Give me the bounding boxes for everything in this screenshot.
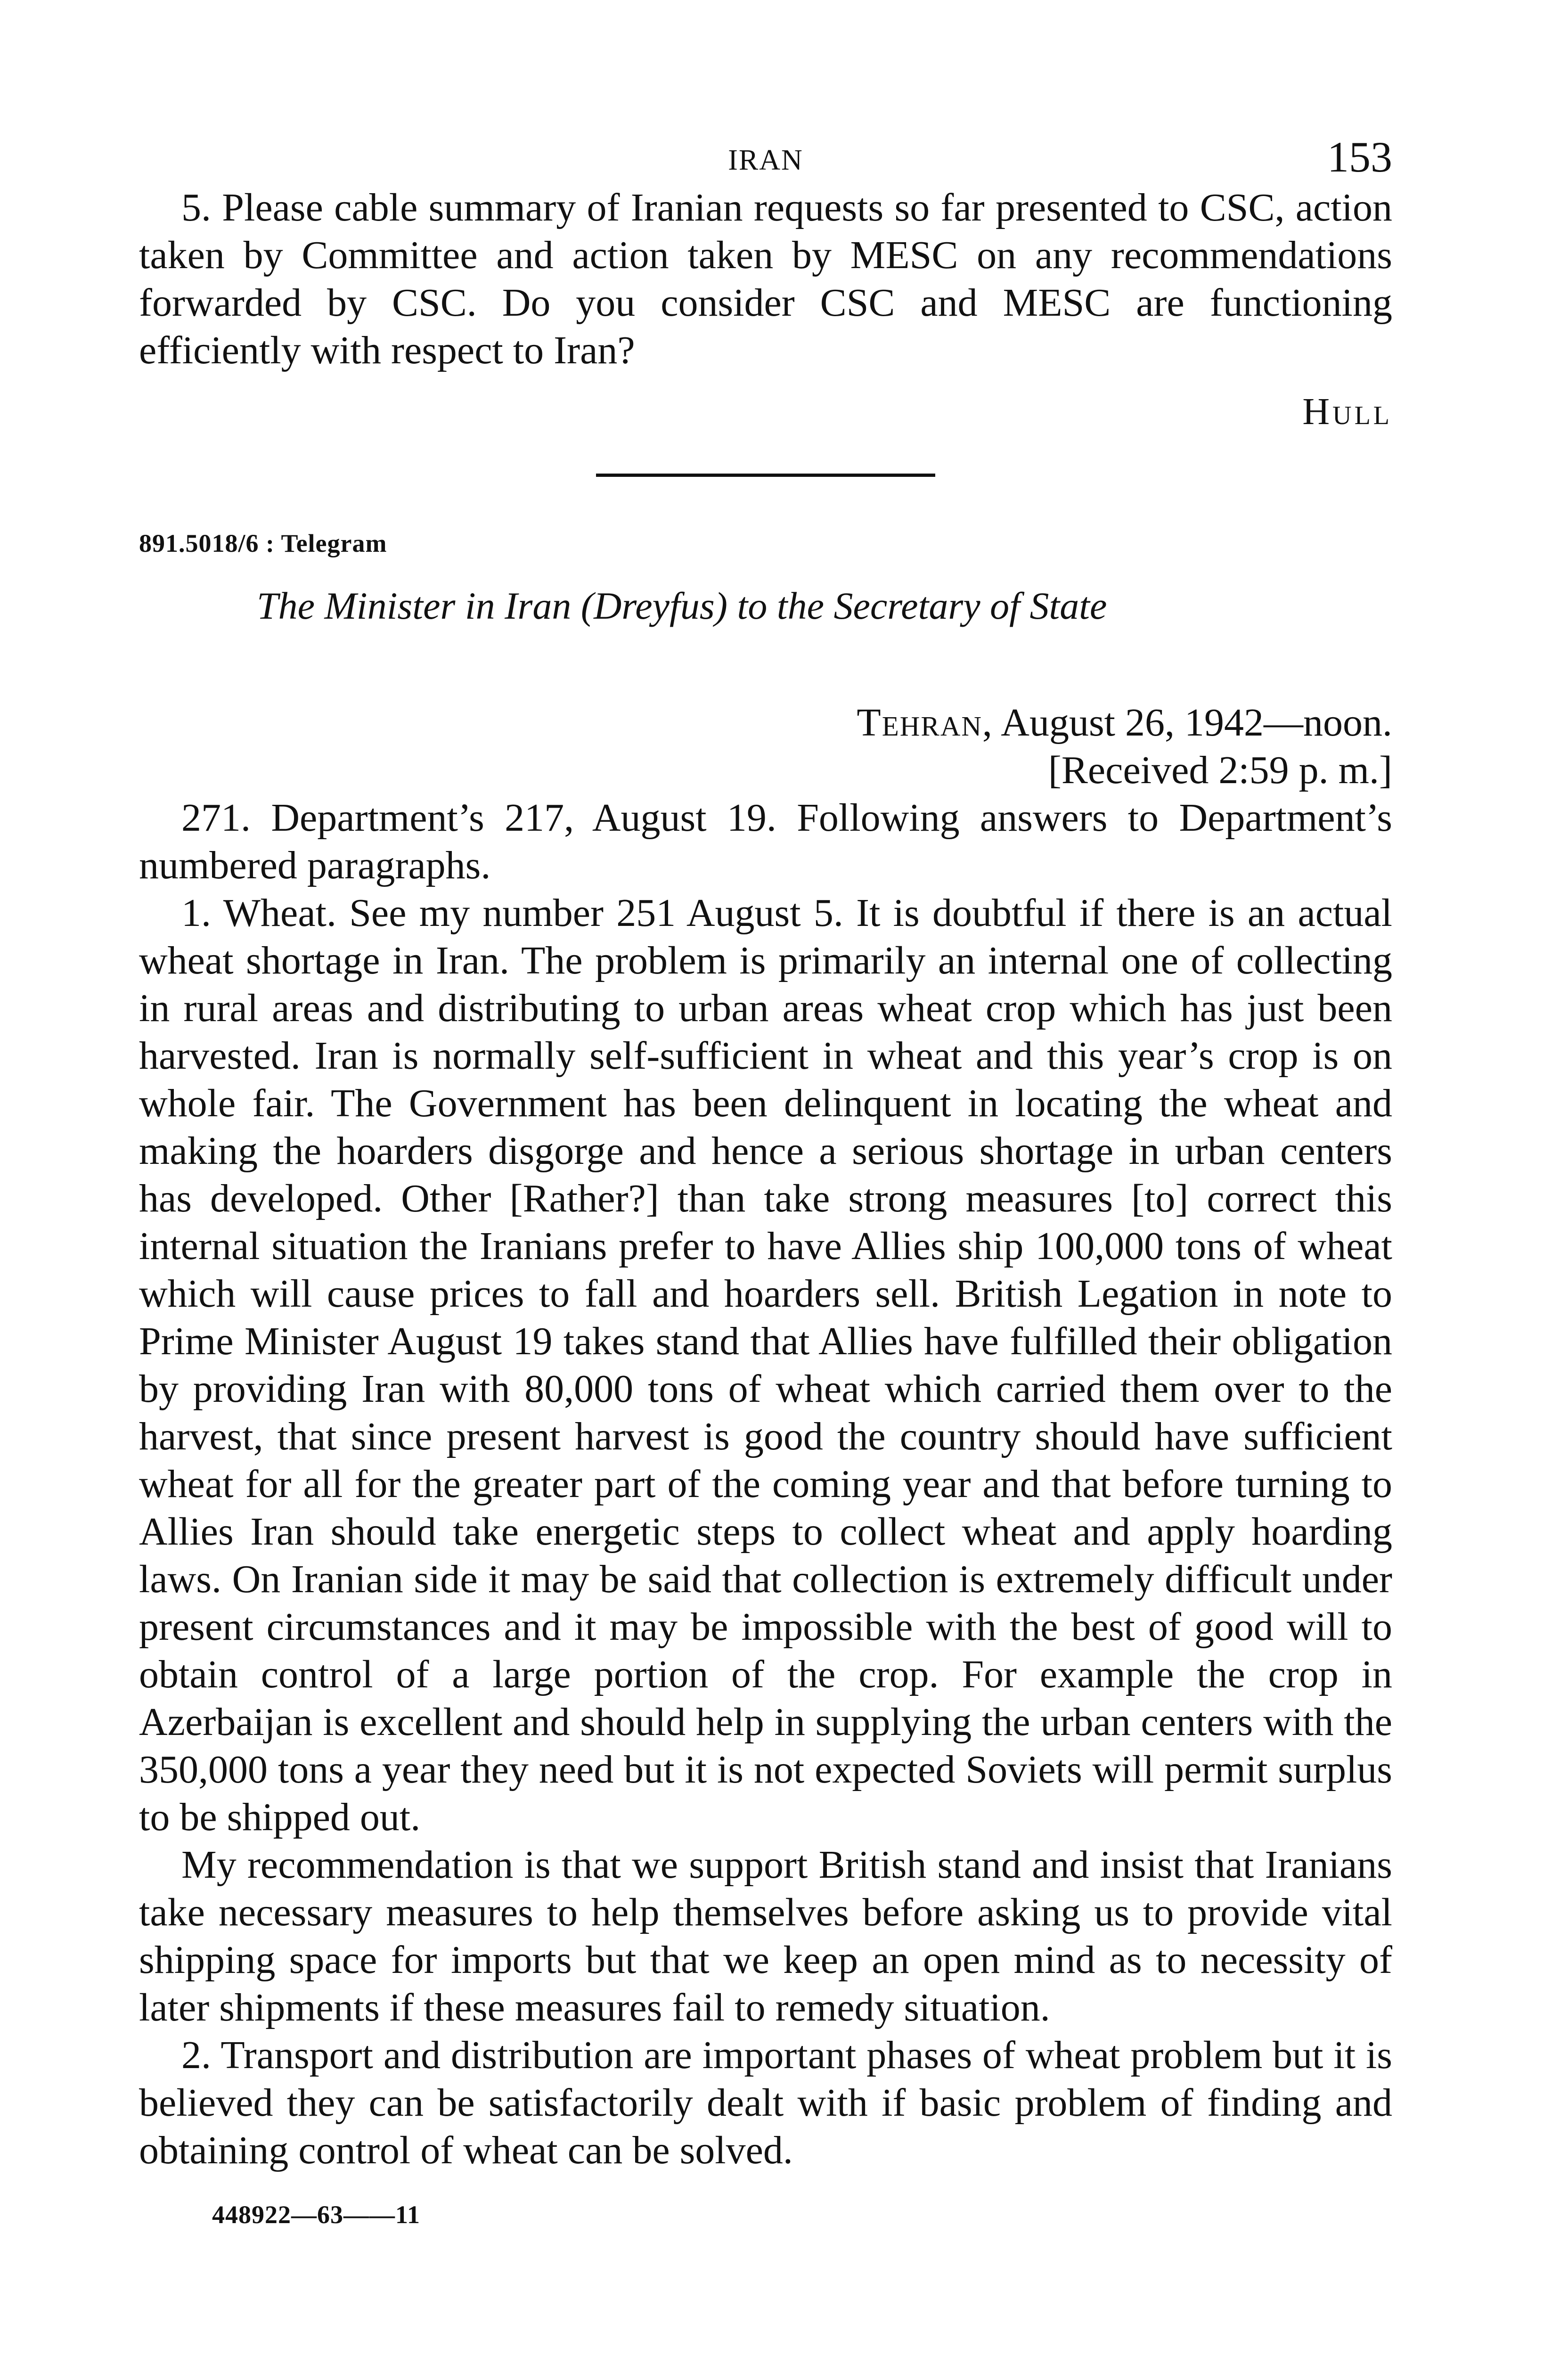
- paragraph-271: 271. Department’s 217, August 19. Following answers to Department’s numbered paragraphs.: [139, 796, 1392, 887]
- file-code: 891.5018/6 : Telegram: [139, 529, 387, 557]
- paragraph-5: 5. Please cable summary of Iranian requests so far presented to CSC, action taken by Committee and action taken by MESC on any recommendations forwarded by CSC. Do you consider CSC and MESC are functioning efficiently with respect to Iran?: [139, 186, 1392, 372]
- dateline-place: Tehran,: [857, 701, 993, 744]
- dateline-date: August 26, 1942—noon.: [993, 701, 1392, 744]
- paragraph-wheat: 1. Wheat. See my number 251 August 5. It is doubtful if there is an actual wheat shortage in Iran. The problem is primarily an internal one of collecting in rural areas and distributing to urban areas wheat crop which has just been harvested. Iran is normally self-sufficient in wheat and this year’s crop is on whole fair. The Government has been delinquent in locating the wheat and making the hoarders disgorge and hence a serious shortage in urban centers has developed. Other [Rather?] than take strong measures [to] correct this internal situation the Iranians prefer to have Allies ship 100,000 tons of wheat which will cause prices to fall and hoarders sell. British Legation in note to Prime Minister August 19 takes stand that Allies have fulfilled their obligation by providing Iran with 80,000 tons of wheat which carried them over to the harvest, that since present harvest is good the country should have sufficient wheat for all for the greater part of the coming year and that before turning to Allies Iran should take energetic steps to collect wheat and apply hoarding laws. On Iranian side it may be said that collection is extremely difficult under present circumstances and it may be impossible with the best of good will to obtain control of a large portion of the crop. For example the crop in Azerbaijan is excellent and should help in supplying the urban centers with the 350,000 tons a year they need but it is not expected Soviets will permit surplus to be shipped out.: [139, 891, 1392, 1839]
- signature: Hull: [1302, 391, 1392, 433]
- page-header: [139, 118, 1392, 184]
- running-head: IRAN: [728, 144, 803, 176]
- received-note: [Received 2:59 p. m.]: [1048, 748, 1392, 792]
- page-number: 153: [1327, 133, 1392, 181]
- paragraph-transport: 2. Transport and distribution are important phases of wheat problem but it is believed they can be satisfactorily dealt with if basic problem of finding and obtaining control of wheat can be solved.: [139, 2033, 1392, 2172]
- print-code: 448922—63——11: [212, 2201, 421, 2229]
- dateline: [139, 699, 1392, 746]
- paragraph-recommendation: My recommendation is that we support British stand and insist that Iranians take necessary measures to help themselves before asking us to provide vital shipping space for imports but that we keep an open mind as to necessity of later shipments if these measures fail to remedy situation.: [139, 1843, 1392, 2029]
- document-page: [139, 118, 1392, 2229]
- section-divider: [596, 474, 935, 477]
- document-title: The Minister in Iran (Dreyfus) to the Secretary of State: [257, 584, 1107, 627]
